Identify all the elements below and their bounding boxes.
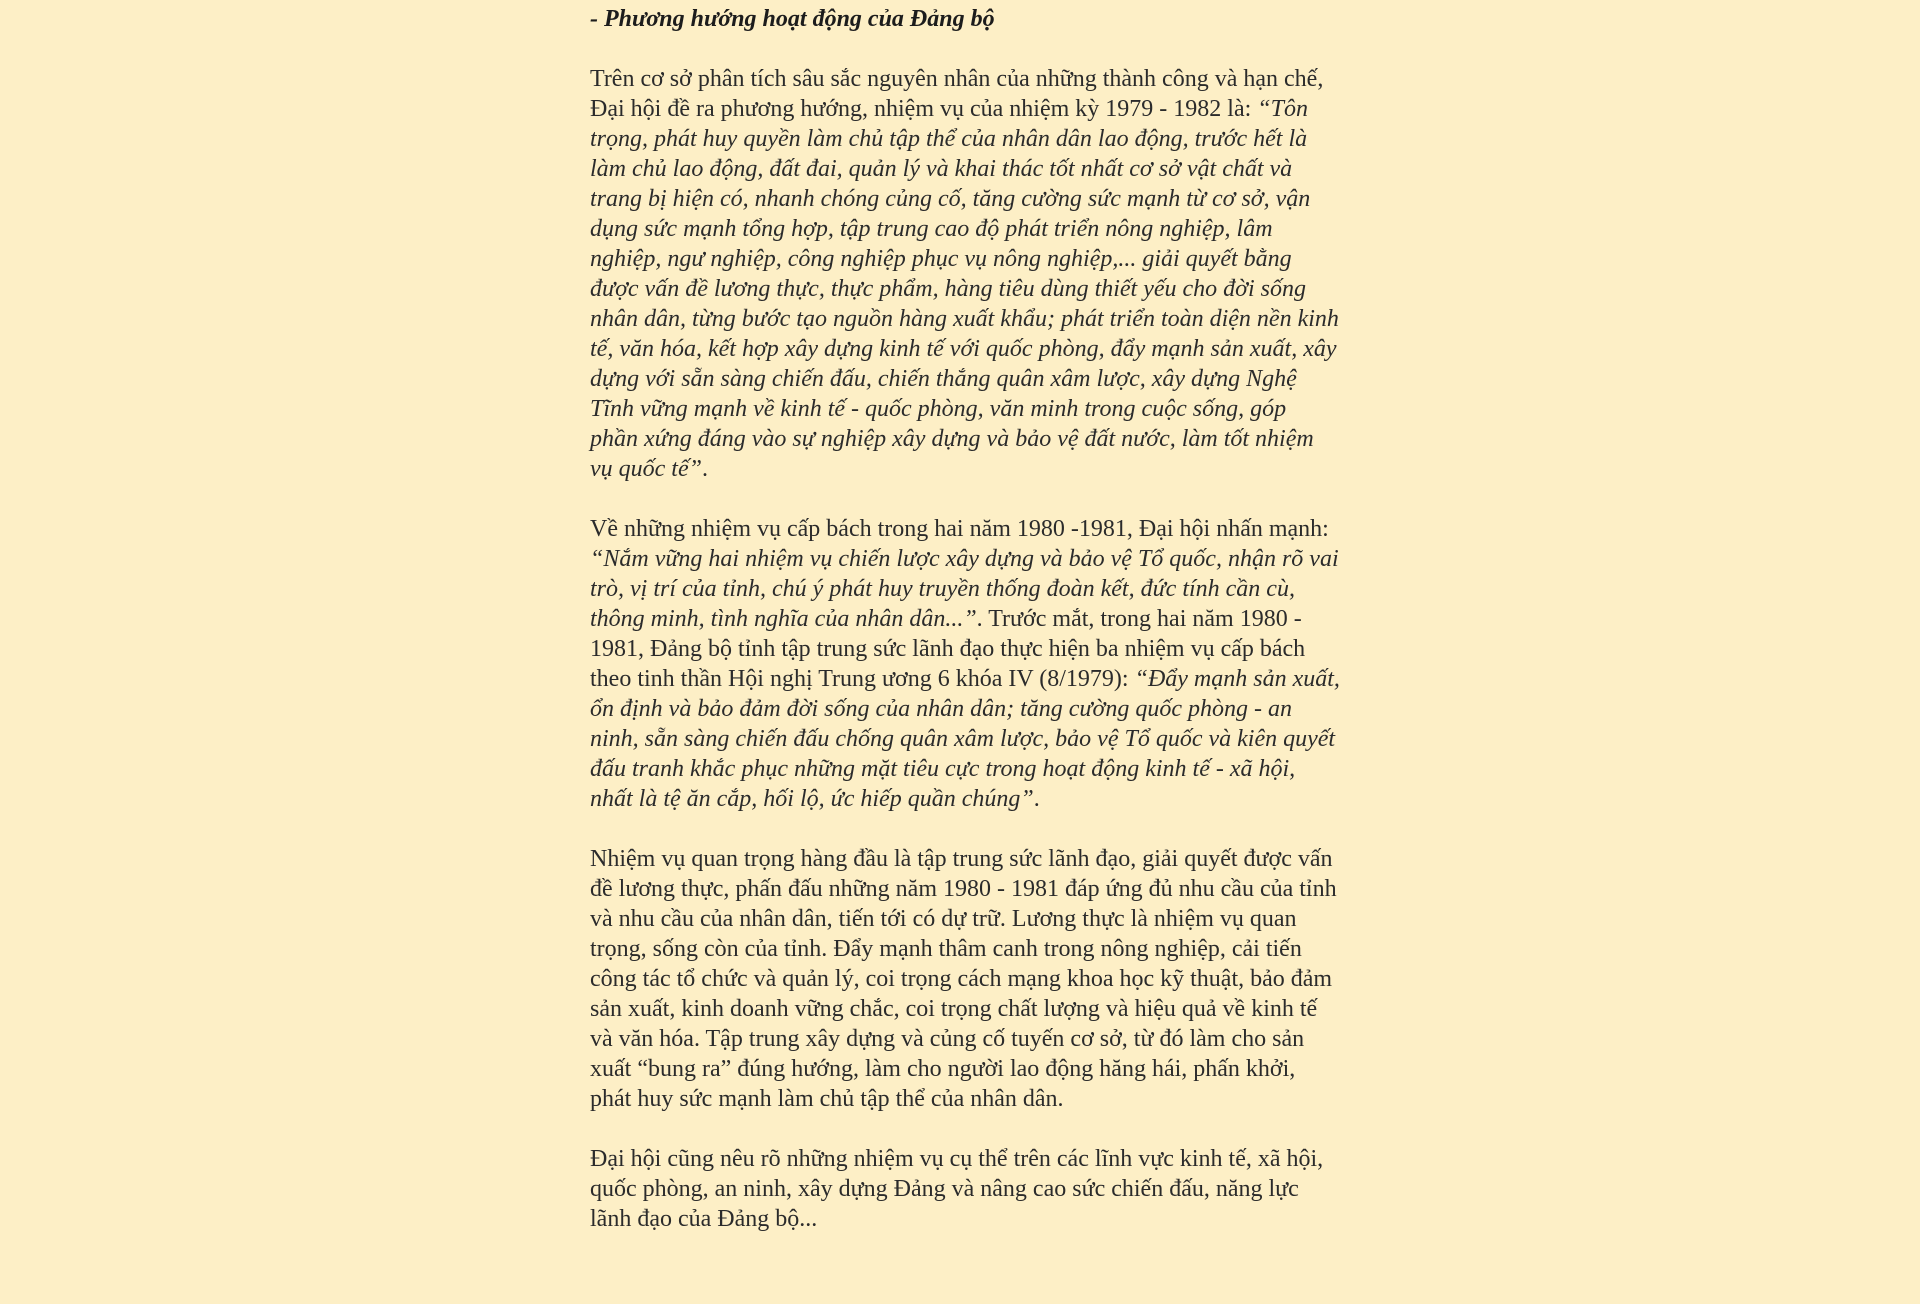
paragraph-direction-tail: . — [701, 456, 708, 482]
article-body — [590, 4, 1340, 1234]
paragraph-urgent-tasks-quote-1: “Nắm vững hai nhiệm vụ chiến lược xây dựng và bảo vệ Tổ quốc, nhận rõ vai trò, vị trí của tỉnh, chú ý phát huy truyền thống đoàn kết, đức tính cần cù, thông minh, tình nghĩa của nhân dân...” — [590, 546, 1339, 632]
paragraph-direction-lead: Trên cơ sở phân tích sâu sắc nguyên nhân của những thành công và hạn chế, Đại hội đề ra phương hướng, nhiệm vụ của nhiệm kỳ 1979 - 1982 là: — [590, 66, 1324, 122]
paragraph-urgent-tasks-quote-2: “Đẩy mạnh sản xuất, ổn định và bảo đảm đời sống của nhân dân; tăng cường quốc phòng - an ninh, sẵn sàng chiến đấu chống quân xâm lược, bảo vệ Tổ quốc và kiên quyết đấu tranh khắc phục những mặt tiêu cực trong hoạt động kinh tế - xã hội, nhất là tệ ăn cắp, hối lộ, ức hiếp quần chúng” — [590, 666, 1340, 812]
paragraph-urgent-tasks-tail: . — [1033, 786, 1040, 812]
paragraph-urgent-tasks — [590, 514, 1340, 814]
paragraph-specific-tasks: Đại hội cũng nêu rõ những nhiệm vụ cụ thể trên các lĩnh vực kinh tế, xã hội, quốc phòng, an ninh, xây dựng Đảng và nâng cao sức chiến đấu, năng lực lãnh đạo của Đảng bộ... — [590, 1146, 1324, 1232]
paragraph-direction — [590, 64, 1340, 484]
section-heading: - Phương hướng hoạt động của Đảng bộ — [590, 6, 995, 32]
paragraph-food-priority: Nhiệm vụ quan trọng hàng đầu là tập trung sức lãnh đạo, giải quyết được vấn đề lương thực, phấn đấu những năm 1980 - 1981 đáp ứng đủ nhu cầu của tỉnh và nhu cầu của nhân dân, tiến tới có dự trữ. Lương thực là nhiệm vụ quan trọng, sống còn của tỉnh. Đẩy mạnh thâm canh trong nông nghiệp, cải tiến công tác tổ chức và quản lý, coi trọng cách mạng khoa học kỹ thuật, bảo đảm sản xuất, kinh doanh vững chắc, coi trọng chất lượng và hiệu quả về kinh tế và văn hóa. Tập trung xây dựng và củng cố tuyến cơ sở, từ đó làm cho sản xuất “bung ra” đúng hướng, làm cho người lao động hăng hái, phấn khởi, phát huy sức mạnh làm chủ tập thể của nhân dân. — [590, 846, 1337, 1112]
paragraph-urgent-tasks-middle: . Trước mắt, trong hai năm 1980 - 1981, Đảng bộ tỉnh tập trung sức lãnh đạo thực hiện ba nhiệm vụ cấp bách theo tinh thần Hội nghị Trung ương 6 khóa IV (8/1979): — [590, 606, 1306, 692]
paragraph-urgent-tasks-lead: Về những nhiệm vụ cấp bách trong hai năm 1980 -1981, Đại hội nhấn mạnh: — [590, 516, 1329, 542]
paragraph-direction-quote: “Tôn trọng, phát huy quyền làm chủ tập thể của nhân dân lao động, trước hết là làm chủ lao động, đất đai, quản lý và khai thác tốt nhất cơ sở vật chất và trang bị hiện có, nhanh chóng củng cố, tăng cường sức mạnh từ cơ sở, vận dụng sức mạnh tổng hợp, tập trung cao độ phát triển nông nghiệp, lâm nghiệp, ngư nghiệp, công nghiệp phục vụ nông nghiệp,... giải quyết bằng được vấn đề lương thực, thực phẩm, hàng tiêu dùng thiết yếu cho đời sống nhân dân, từng bước tạo nguồn hàng xuất khẩu; phát triển toàn diện nền kinh tế, văn hóa, kết hợp xây dựng kinh tế với quốc phòng, đẩy mạnh sản xuất, xây dựng với sẵn sàng chiến đấu, chiến thắng quân xâm lược, xây dựng Nghệ Tĩnh vững mạnh về kinh tế - quốc phòng, văn minh trong cuộc sống, góp phần xứng đáng vào sự nghiệp xây dựng và bảo vệ đất nước, làm tốt nhiệm vụ quốc tế” — [590, 96, 1339, 482]
